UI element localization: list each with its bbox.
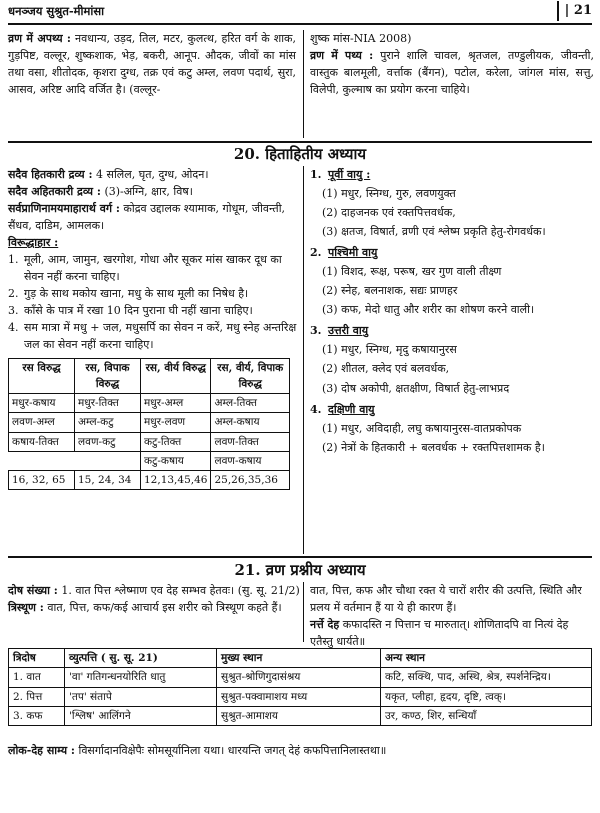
list-item: (1) मधुर, स्निग्ध, गुरु, लवणयुक्त [322, 187, 456, 201]
vayu-west: 2. पश्चिमी वायु (1) विशद, रूक्ष, परूष, खर गुण वाली तीक्ष्ण (2) स्नेह, बलनाशक, सद्यः प्राणहर (3) कफ, मेदो धातु और शरीर का शोषण करने वाली। [310, 244, 594, 318]
chapter-21-title: 21. व्रण प्रश्नीय अध्याय [234, 561, 366, 579]
list-item: (1) मधुर, अविदाही, लघु कषायानुरस-वातप्रकोपक [322, 421, 522, 435]
list-item: (2) नेत्रों के हितकारी + बलवर्धक + रक्तपित्तशामक है। [322, 440, 545, 454]
column-divider [303, 582, 304, 642]
list-item: 3. काँसे के पात्र में रखा 10 दिन पुराना घी नहीं खाना चाहिए। [8, 304, 253, 318]
tridosh-table [8, 648, 592, 726]
apathya-continued: शुष्क मांस-NIA 2008) [310, 32, 412, 45]
list-item: (2) शीतल, क्लेद एवं बलवर्धक, [322, 362, 450, 376]
list-item: (2) दाहजनक एवं रक्तपित्तवर्धक, [322, 206, 456, 220]
four-factors-text: वात, पित्त, कफ और चौथा रक्त ये चारों शरीर की उत्पत्ति, स्थिति और प्रलय में वर्तमान हैं या ये ही कारण हैं। [310, 584, 582, 615]
list-item: (2) स्नेह, बलनाशक, सद्यः प्राणहर [322, 284, 458, 298]
table-header-row: रस विरुद्ध रस, विपाक विरुद्ध रस, वीर्य विरुद्ध रस, वीर्य, विपाक विरुद्ध [9, 358, 290, 394]
chapter-21-left [8, 582, 300, 616]
chapter-20-title: 20. हिताहितीय अध्याय [233, 145, 367, 163]
list-item: (3) कफ, मेदो धातु और शरीर का शोषण करने वाली। [322, 303, 535, 317]
list-item: 1. मूली, आम, जामुन, खरगोश, गोधा और सूकर मांस खाकर दूध का सेवन नहीं करना चाहिए। [8, 253, 282, 284]
table-row: मधुर-कषाय मधुर-तिक्त मधुर-अम्ल अम्ल-तिक्त [9, 394, 290, 413]
dosh-label: दोष संख्या : [8, 584, 58, 597]
table-row: कटु-कषाय लवण-कषाय [9, 451, 290, 470]
list-item: (3) क्षतज, विषार्त, व्रणी एवं श्लेष्म प्रकृति हेतु-रोगवर्धक। [322, 225, 546, 239]
chapter-20-left [8, 166, 300, 490]
lok-text: विसर्गादानविक्षेपैः सोमसूर्यानिला यथा। धारयन्ति जगत् देहं कफपित्तानिलास्तथा॥ [78, 744, 387, 757]
virudh-list [8, 251, 300, 353]
list-item: (3) दोष अकोपी, क्षतक्षीण, विषार्त हेतु-लाभप्रद [322, 381, 510, 395]
tristhun-text: वात, पित्त, कफ/कई आचार्य इस शरीर को त्रिस्थूण कहते हैं। [47, 601, 282, 615]
list-item: (1) मधुर, स्निग्ध, मृदु कषायानुरस [322, 343, 457, 357]
lok-deh-samya [8, 742, 592, 759]
pathya-paragraph [310, 30, 594, 98]
vayu-east: 1. पूर्वी वायु : (1) मधुर, स्निग्ध, गुरु, लवणयुक्त (2) दाहजनक एवं रक्तपित्तवर्धक, (3) क्षतज, विषार्त, व्रणी एवं श्लेष्म प्रकृति हेतु-रोगवर्धक। [310, 166, 594, 240]
dosh-text: 1. वात पित्त श्लेष्माण एव देह सम्भव हेतवः। (सु. सू. 21/2) [61, 584, 300, 597]
ahitkari-label: सदैव अहितकारी द्रव्य : [8, 185, 101, 199]
hitkari-label: सदैव हितकारी द्रव्य : [8, 168, 93, 181]
narte-label: नर्त्ते देह [310, 618, 340, 632]
apathya-paragraph [8, 30, 296, 98]
virudh-label: विरूद्धाहार : [8, 236, 59, 250]
ahitkari-text: (3)-अग्नि, क्षार, विष। [104, 185, 193, 199]
list-item: 2. गुड़ के साथ मकोय खाना, मधु के साथ मूली का निषेध है। [8, 287, 249, 301]
page-header [8, 2, 592, 25]
list-item: (1) विशद, रूक्ष, परूष, खर गुण वाली तीक्ष्ण [322, 265, 502, 279]
running-title: धनञ्जय सुश्रुत-मीमांसा [8, 4, 105, 19]
sarvaprani-label: सर्वप्राणिनामयमाहारार्थ वर्ग : [8, 202, 120, 216]
hitkari-text: 4 सलिल, घृत, दुग्ध, ओदन। [96, 168, 209, 181]
table-row: लवण-अम्ल अम्ल-कटु मधुर-लवण अम्ल-कषाय [9, 413, 290, 432]
table-row: 2. पित्त 'तप' संतापे सुश्रुत-पक्वामाशय मध्य यकृत, प्लीहा, हृदय, दृष्टि, त्वक्। [9, 687, 592, 706]
page-number: | 21 [557, 1, 592, 21]
column-divider [303, 166, 304, 554]
apathya-label: व्रण में अपथ्य : [8, 32, 71, 45]
lok-label: लोक-देह साम्य : [8, 744, 75, 757]
table-row: कषाय-तिक्त लवण-कटु कटु-तिक्त लवण-तिक्त [9, 432, 290, 451]
vayu-south: 4. दक्षिणी वायु (1) मधुर, अविदाही, लघु कषायानुरस-वातप्रकोपक (2) नेत्रों के हितकारी + बलवर्धक + रक्तपित्तशामक है। [310, 401, 594, 456]
chapter-21-right [310, 582, 594, 650]
tristhun-label: त्रिस्थूण : [8, 601, 44, 615]
rasa-table [8, 358, 290, 491]
table-row: 1. वात 'वा' गतिगन्धनयोरिति धातु सुश्रुत-श्रोणिगुदासंश्रय कटि, सक्थि, पाद, अस्थि, श्रेत्र, स्पर्शनेन्द्रिय। [9, 668, 592, 687]
vayu-section [310, 166, 594, 458]
table-row: 16, 32, 65 15, 24, 34 12,13,45,46 25,26,35,36 [9, 471, 290, 490]
vayu-north: 3. उत्तरी वायु (1) मधुर, स्निग्ध, मृदु कषायानुरस (2) शीतल, क्लेद एवं बलवर्धक, (3) दोष अकोपी, क्षतक्षीण, विषार्त हेतु-लाभप्रद [310, 322, 594, 396]
column-divider [303, 30, 304, 138]
table-header-row: त्रिदोष व्युत्पत्ति ( सु. सू. 21) मुख्य स्थान अन्य स्थान [9, 649, 592, 668]
sarvaprani-text: कोद्रव उद्दालक श्यामाक, गोधूम, जीवन्ती, सैंधव, दाडिम, आमलक। [8, 202, 286, 233]
list-item: 4. सम मात्रा में मधु + जल, मधुसर्पि का सेवन न करें, मधु स्नेह अन्तरिक्ष जल का सेवन नहीं करना चाहिए। [8, 321, 297, 352]
apathya-text: नवधान्य, उड़द, तिल, मटर, कुलत्थ, हरित वर्ग के शाक, गुड़पिष्ट, वल्लूर, शुष्कशाक, भेड़, बकरी, आनूप. औदक, जीवों का मांस तथा वसा, शीतोदक, कृशरा दुग्ध, तक्र एवं कटु अम्ल, लवण पदार्थ, सुरा, आसव, अरिष्ट आदि वर्जित है। (वल्लूर- [8, 32, 296, 97]
narte-text: कफादस्ति न पित्तान च मारुतात्। शोणितादपि वा नित्यं देह एतैस्तु धार्यते॥ [310, 618, 569, 649]
table-row: 3. कफ 'श्लिष' आलिंगने सुश्रुत-आमाशय उर, कण्ठ, शिर, सन्धियाँ [9, 706, 592, 725]
section-divider-21 [8, 556, 592, 558]
pathya-label: व्रण में पथ्य : [310, 49, 374, 63]
pathya-text: पुराने शालि चावल, श्रृतजल, तण्डुलीयक, जीवन्ती, वास्तुक बालमूली, वर्त्ताक (बैंगन), पटोल, करेला, जांगल मांस, सत्तु, विलेपी, कुल्माष का प्रयोग करना चाहिये। [310, 49, 594, 97]
